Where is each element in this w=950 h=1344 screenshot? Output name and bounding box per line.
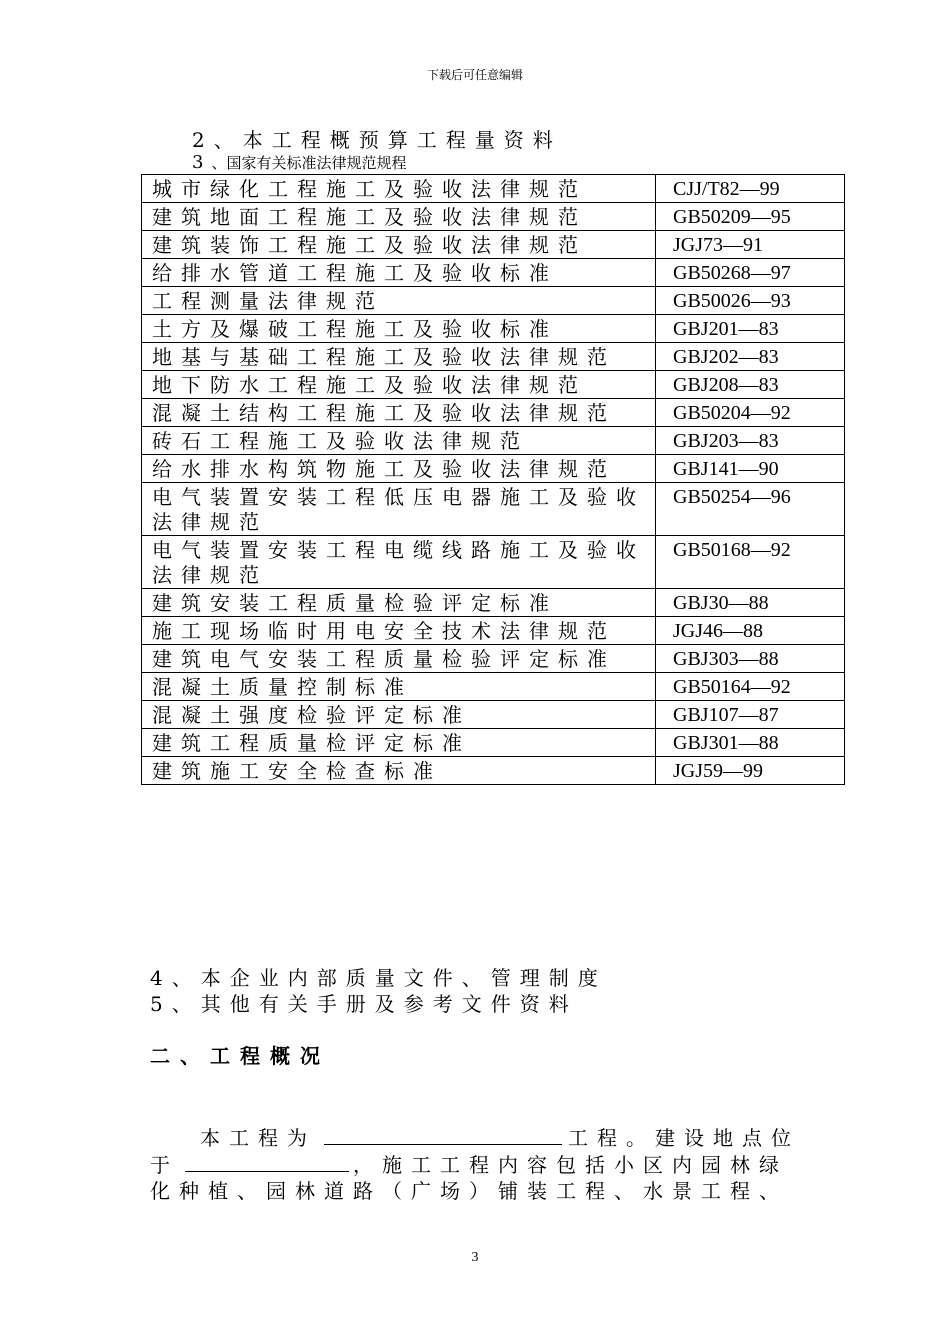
standard-name-cell: 土方及爆破工程施工及验收标准 — [142, 315, 656, 343]
standard-code-cell: GBJ141—90 — [656, 455, 845, 483]
table-row — [142, 371, 845, 399]
list-item-3-text: 、国家有关标准法律规范规程 — [211, 154, 407, 172]
table-row — [142, 589, 845, 617]
standard-code-cell: GB50164—92 — [656, 673, 845, 701]
standard-name-cell: 电气装置安装工程低压电器施工及验收法律规范 — [142, 483, 656, 536]
table-row — [142, 536, 845, 589]
standard-name-cell: 地基与基础工程施工及验收法律规范 — [142, 343, 656, 371]
standard-code-cell: GB50209—95 — [656, 203, 845, 231]
standard-name-cell: 给水排水构筑物施工及验收法律规范 — [142, 455, 656, 483]
table-row — [142, 287, 845, 315]
table-row — [142, 343, 845, 371]
standard-code-cell: GBJ208—83 — [656, 371, 845, 399]
paragraph-text: 工程。建设地点位 — [568, 1126, 800, 1150]
list-item-5: 5、其他有关手册及参考文件资料 — [150, 992, 578, 1016]
standard-code-cell: GBJ202—83 — [656, 343, 845, 371]
table-row — [142, 231, 845, 259]
list-item-2: 2、本工程概预算工程量资料 — [192, 128, 562, 152]
standard-name-cell: 电气装置安装工程电缆线路施工及验收法律规范 — [142, 536, 656, 589]
standard-code-cell: GB50268—97 — [656, 259, 845, 287]
standard-code-cell: GBJ107—87 — [656, 701, 845, 729]
standard-name-cell: 建筑装饰工程施工及验收法律规范 — [142, 231, 656, 259]
standard-name-cell: 建筑工程质量检评定标准 — [142, 729, 656, 757]
standard-code-cell: GB50204—92 — [656, 399, 845, 427]
standards-table — [141, 174, 845, 785]
standard-name-cell: 建筑安装工程质量检验评定标准 — [142, 589, 656, 617]
table-row — [142, 701, 845, 729]
table-row — [142, 673, 845, 701]
standard-code-cell: GB50168—92 — [656, 536, 845, 589]
standard-name-cell: 施工现场临时用电安全技术法律规范 — [142, 617, 656, 645]
table-row — [142, 399, 845, 427]
header-note: 下载后可任意编辑 — [426, 68, 523, 82]
table-row — [142, 259, 845, 287]
standard-code-cell: GBJ30—88 — [656, 589, 845, 617]
table-row — [142, 483, 845, 536]
standard-name-cell: 混凝土结构工程施工及验收法律规范 — [142, 399, 656, 427]
standard-code-cell: JGJ46—88 — [656, 617, 845, 645]
standards-table-body — [142, 175, 845, 785]
standard-code-cell: GBJ303—88 — [656, 645, 845, 673]
table-row — [142, 203, 845, 231]
standard-name-cell: 建筑电气安装工程质量检验评定标准 — [142, 645, 656, 673]
table-row — [142, 645, 845, 673]
paragraph-text: 本工程为 — [200, 1126, 316, 1150]
standard-code-cell: GBJ201—83 — [656, 315, 845, 343]
table-row — [142, 757, 845, 785]
standard-code-cell: GB50026—93 — [656, 287, 845, 315]
paragraph-text: ，施工工程内容包括小区内园林绿 — [353, 1153, 788, 1177]
list-item-4: 4、本企业内部质量文件、管理制度 — [150, 966, 607, 990]
table-row — [142, 175, 845, 203]
standard-code-cell: GB50254—96 — [656, 483, 845, 536]
paragraph-line-1 — [150, 1124, 844, 1151]
standard-name-cell: 混凝土质量控制标准 — [142, 673, 656, 701]
table-row — [142, 315, 845, 343]
paragraph-line-2 — [150, 1151, 844, 1178]
table-row — [142, 729, 845, 757]
table-row — [142, 427, 845, 455]
paragraph-line-3: 化种植、园林道路（广场）铺装工程、水景工程、 — [150, 1179, 788, 1203]
project-name-blank[interactable] — [324, 1124, 562, 1145]
section-title: 二、工程概况 — [150, 1044, 330, 1068]
standard-name-cell: 砖石工程施工及验收法律规范 — [142, 427, 656, 455]
table-row — [142, 455, 845, 483]
location-blank[interactable] — [185, 1151, 349, 1172]
overview-paragraph — [150, 1124, 844, 1204]
standard-name-cell: 建筑地面工程施工及验收法律规范 — [142, 203, 656, 231]
standard-code-cell: CJJ/T82—99 — [656, 175, 845, 203]
standard-name-cell: 城市绿化工程施工及验收法律规范 — [142, 175, 656, 203]
page-number: 3 — [471, 1250, 479, 1265]
standard-code-cell: GBJ203—83 — [656, 427, 845, 455]
standard-name-cell: 地下防水工程施工及验收法律规范 — [142, 371, 656, 399]
list-item-3-number: 3 — [192, 152, 204, 173]
standard-name-cell: 建筑施工安全检查标准 — [142, 757, 656, 785]
standard-name-cell: 工程测量法律规范 — [142, 287, 656, 315]
standard-code-cell: JGJ59—99 — [656, 757, 845, 785]
standard-name-cell: 混凝土强度检验评定标准 — [142, 701, 656, 729]
table-row — [142, 617, 845, 645]
standard-code-cell: JGJ73—91 — [656, 231, 845, 259]
list-item-3 — [192, 152, 406, 173]
standard-code-cell: GBJ301—88 — [656, 729, 845, 757]
paragraph-text: 于 — [150, 1153, 179, 1177]
standard-name-cell: 给排水管道工程施工及验收标准 — [142, 259, 656, 287]
